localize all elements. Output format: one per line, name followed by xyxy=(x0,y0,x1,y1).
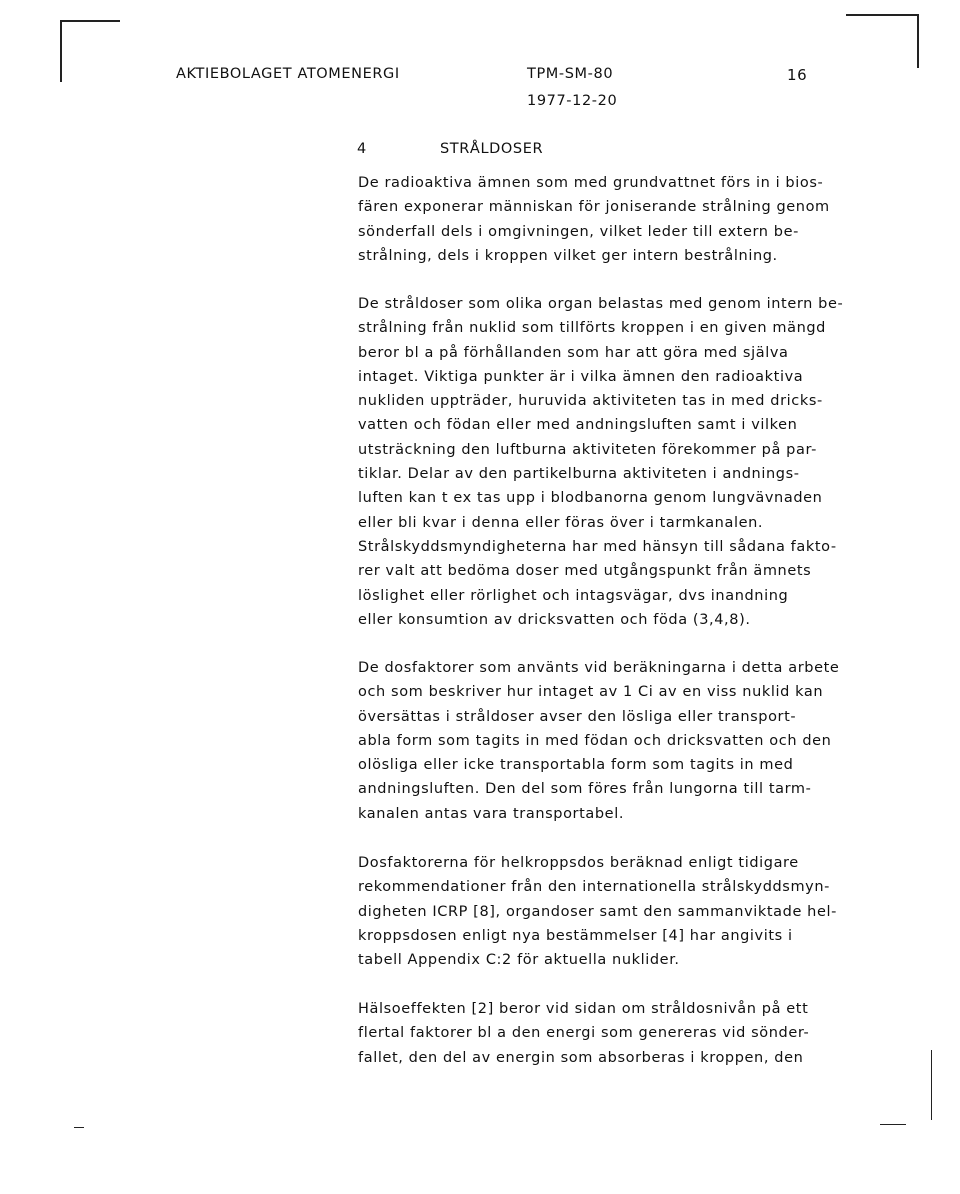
frame-mark-top-right-vertical xyxy=(917,14,919,68)
text-line: sönderfall dels i omgivningen, vilket leder till extern be- xyxy=(358,223,799,240)
paragraph-1 xyxy=(358,171,830,268)
header-page-number: 16 xyxy=(787,66,808,84)
text-line: fären exponerar människan för joniserande strålning genom xyxy=(358,199,830,216)
paragraph-5 xyxy=(358,997,809,1070)
text-line: abla form som tagits in med födan och dricksvatten och den xyxy=(358,732,832,749)
text-line: olösliga eller icke transportabla form som tagits in med xyxy=(358,757,794,774)
text-line: Strålskyddsmyndigheterna har med hänsyn till sådana fakto- xyxy=(358,538,837,555)
text-line: flertal faktorer bl a den energi som genereras vid sönder- xyxy=(358,1025,810,1042)
text-line: tabell Appendix C:2 för aktuella nuklider. xyxy=(358,952,680,969)
frame-mark-top-left-horizontal xyxy=(60,20,120,22)
frame-mark-top-right-horizontal xyxy=(846,14,918,16)
text-line: nukliden uppträder, huruvida aktiviteten tas in med dricks- xyxy=(358,393,823,410)
header-doc-number: TPM-SM-80 xyxy=(527,66,614,82)
text-line: vatten och födan eller med andningsluften samt i vilken xyxy=(358,417,798,434)
text-line: digheten ICRP [8], organdoser samt den sammanviktade hel- xyxy=(358,903,837,920)
text-line: intaget. Viktiga punkter är i vilka ämnen den radioaktiva xyxy=(358,368,804,385)
text-line: strålning, dels i kroppen vilket ger intern bestrålning. xyxy=(358,247,778,264)
text-line: De dosfaktorer som använts vid beräkningarna i detta arbete xyxy=(358,660,840,676)
text-line: utsträckning den luftburna aktiviteten förekommer på par- xyxy=(358,441,817,458)
text-line: Hälsoeffekten [2] beror vid sidan om stråldosnivån på ett xyxy=(358,1001,809,1017)
text-line: löslighet eller rörlighet och intagsvägar, dvs inandning xyxy=(358,587,789,604)
header-company: AKTIEBOLAGET ATOMENERGI xyxy=(176,66,400,82)
text-line: eller bli kvar i denna eller föras över i tarmkanalen. xyxy=(358,514,764,531)
text-line: rekommendationer från den internationella strålskyddsmyn- xyxy=(358,879,830,896)
text-line: eller konsumtion av dricksvatten och föda (3,4,8). xyxy=(358,611,751,628)
paragraph-3 xyxy=(358,656,839,826)
text-line: luften kan t ex tas upp i blodbanorna genom lungvävnaden xyxy=(358,490,823,507)
text-line: beror bl a på förhållanden som har att göra med själva xyxy=(358,344,789,361)
text-line: fallet, den del av energin som absorberas i kroppen, den xyxy=(358,1049,804,1066)
text-line: Dosfaktorerna för helkroppsdos beräknad enligt tidigare xyxy=(358,855,799,871)
text-line: kanalen antas vara transportabel. xyxy=(358,805,625,822)
paragraph-2 xyxy=(358,292,843,632)
paragraph-4 xyxy=(358,851,837,972)
text-line: och som beskriver hur intaget av 1 Ci av en viss nuklid kan xyxy=(358,684,824,701)
frame-mark-bottom-left-dash xyxy=(74,1127,84,1128)
section-number: 4 xyxy=(357,141,367,157)
text-line: strålning från nuklid som tillförts kroppen i en given mängd xyxy=(358,320,826,337)
text-line: rer valt att bedöma doser med utgångspunkt från ämnets xyxy=(358,563,812,580)
text-line: översättas i stråldoser avser den lösliga eller transport- xyxy=(358,708,797,725)
header-date: 1977-12-20 xyxy=(527,93,618,109)
text-line: kroppsdosen enligt nya bestämmelser [4] har angivits i xyxy=(358,927,793,944)
text-line: De stråldoser som olika organ belastas med genom intern be- xyxy=(358,296,844,312)
frame-mark-top-left-vertical xyxy=(60,20,62,82)
section-title: STRÅLDOSER xyxy=(440,141,544,157)
frame-mark-bottom-right-vertical xyxy=(931,1050,932,1120)
text-line: De radioaktiva ämnen som med grundvattnet förs in i bios- xyxy=(358,175,824,191)
text-line: andningsluften. Den del som föres från lungorna till tarm- xyxy=(358,781,812,798)
text-line: tiklar. Delar av den partikelburna aktiviteten i andnings- xyxy=(358,466,800,483)
frame-mark-bottom-right-dash xyxy=(880,1124,906,1125)
